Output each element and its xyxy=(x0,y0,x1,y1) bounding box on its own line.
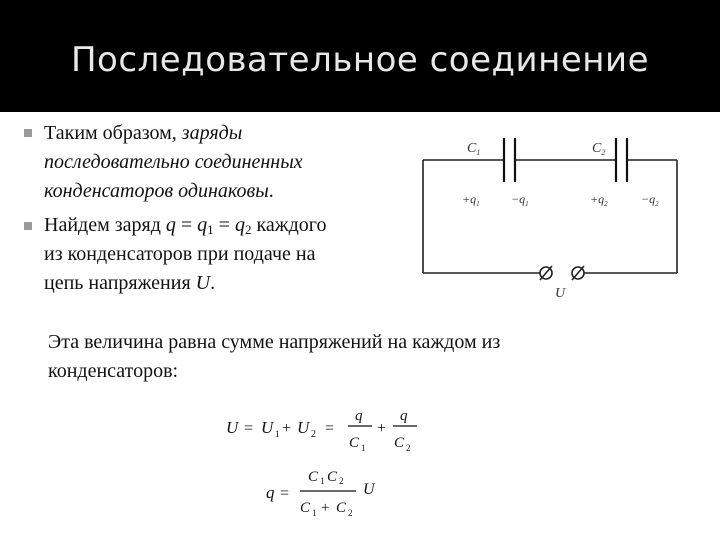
svg-text:C: C xyxy=(308,469,319,485)
svg-text:+: + xyxy=(377,420,387,437)
title-bar xyxy=(0,0,720,112)
svg-text:=: = xyxy=(280,485,290,502)
voltage-label: U xyxy=(555,286,566,301)
svg-text:C: C xyxy=(336,500,347,516)
bullet1-line2: последовательно соединенных xyxy=(44,151,303,173)
bullet2-line3-end: . xyxy=(210,272,216,294)
svg-text:q: q xyxy=(355,408,363,424)
bullet2-line3-lead: цепь напряжения xyxy=(44,272,196,294)
svg-text:C: C xyxy=(327,469,338,485)
svg-text:q: q xyxy=(266,483,275,502)
bullet-marker-2 xyxy=(24,222,32,230)
minus-q1-label: $-q_1$ xyxy=(511,192,529,208)
minus-q2-label: $-q_2$ xyxy=(641,192,659,208)
svg-text:1: 1 xyxy=(275,429,280,439)
bullet2-q2: q xyxy=(234,214,245,236)
capacitor-c1 xyxy=(504,138,515,182)
bullet-marker-1 xyxy=(24,129,32,137)
bullet1-line1 xyxy=(44,121,242,145)
svg-text:C: C xyxy=(394,435,405,451)
bullet1-italic-3: конденсаторов одинаковы xyxy=(44,180,269,202)
bullet2-line1 xyxy=(44,213,326,237)
formula-charge xyxy=(266,469,376,518)
bullet2-eq2: = xyxy=(213,214,235,236)
svg-text:1: 1 xyxy=(312,508,317,518)
bullet1-line3 xyxy=(44,179,274,203)
formulas xyxy=(220,400,420,530)
svg-text:U: U xyxy=(297,418,310,437)
svg-text:U: U xyxy=(363,481,375,498)
svg-text:1: 1 xyxy=(320,476,325,486)
bullet2-lead: Найдем заряд xyxy=(44,214,166,236)
svg-text:2: 2 xyxy=(311,429,316,440)
svg-text:q: q xyxy=(400,408,408,424)
svg-text:C: C xyxy=(300,500,311,516)
svg-text:=: = xyxy=(244,420,254,437)
svg-text:U: U xyxy=(226,418,239,437)
circuit-diagram xyxy=(420,130,680,305)
bullet2-sub1: 1 xyxy=(207,222,214,237)
bullet2-q: q xyxy=(165,214,176,236)
bullet1-end: . xyxy=(268,180,274,202)
svg-text:2: 2 xyxy=(339,476,344,486)
formula-voltage-sum xyxy=(226,408,417,453)
svg-text:C: C xyxy=(349,435,360,451)
plus-q1-label: $+q_1$ xyxy=(462,192,480,208)
svg-text:2: 2 xyxy=(406,443,411,453)
svg-text:U: U xyxy=(261,418,274,437)
svg-text:1: 1 xyxy=(361,443,366,453)
bullet2-q1: q xyxy=(197,214,208,236)
svg-text:+: + xyxy=(282,420,292,437)
bullet2-eq1: = xyxy=(175,214,198,236)
bullet2-line3 xyxy=(44,271,215,295)
capacitor-c2 xyxy=(616,138,627,182)
circuit-wires xyxy=(423,160,677,273)
paragraph-line1: Эта величина равна сумме напряжений на каждом из xyxy=(48,331,501,353)
voltage-terminals xyxy=(540,266,584,280)
bullet1-italic-1: заряды xyxy=(181,122,243,144)
c1-label: $C_1$ xyxy=(467,141,481,157)
bullet2-U: U xyxy=(195,272,211,294)
bullet2-line2: из конденсаторов при подаче на xyxy=(44,243,316,265)
svg-text:=: = xyxy=(325,420,335,437)
bullet2-tail: каждого xyxy=(251,214,327,236)
bullet2-sub2: 2 xyxy=(244,222,252,237)
c2-label: $C_2$ xyxy=(592,141,606,157)
paragraph-line2: конденсаторов: xyxy=(48,360,179,382)
slide-title: Последовательное соединение xyxy=(70,40,650,80)
plus-q2-label: $+q_2$ xyxy=(590,192,608,208)
svg-text:2: 2 xyxy=(348,508,353,518)
svg-text:+: + xyxy=(321,500,330,516)
bullet1-lead: Таким образом, xyxy=(44,122,182,144)
